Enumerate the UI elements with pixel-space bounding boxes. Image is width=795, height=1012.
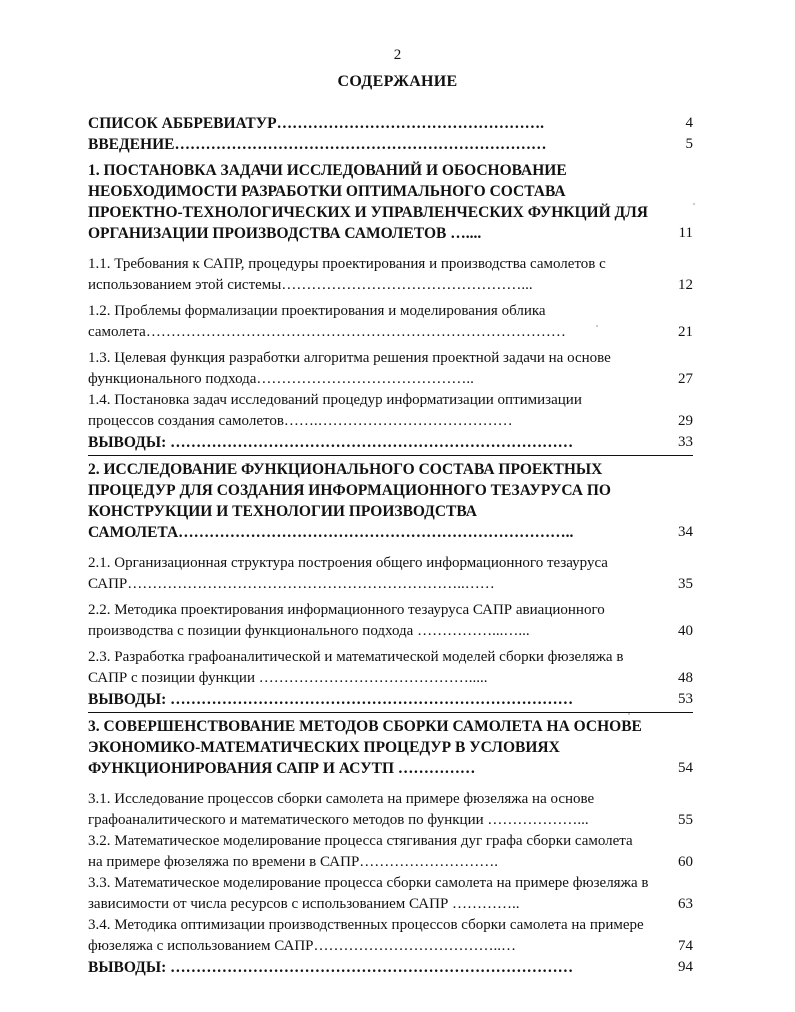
toc-entry-page: 21 <box>678 324 693 340</box>
toc-entry-abbreviations <box>88 113 693 134</box>
section-divider <box>88 712 693 713</box>
toc-entry-page: 40 <box>678 623 693 639</box>
table-of-contents <box>88 113 693 978</box>
toc-entry-1-4 <box>88 390 693 432</box>
toc-entry-3-4 <box>88 915 693 957</box>
toc-entry-text: 2. ИССЛЕДОВАНИЕ ФУНКЦИОНАЛЬНОГО СОСТАВА ПРОЕКТНЫХ ПРОЦЕДУР ДЛЯ СОЗДАНИЯ ИНФОРМАЦИОННОГО ТЕЗАУРУСА ПО КОНСТРУКЦИИ И ТЕХНОЛОГИИ ПРОИЗВОДСТВА САМОЛЕТА………………………………………………………………….. <box>88 461 611 541</box>
toc-entry-page: 54 <box>678 760 693 776</box>
toc-entry-text: 1.1. Требования к САПР, процедуры проектирования и производства самолетов с использованием этой системы…………………………………………... <box>88 256 606 293</box>
toc-entry-page: 5 <box>685 136 693 152</box>
toc-entry-2-2 <box>88 600 693 642</box>
toc-entry-text: 3.1. Исследование процессов сборки самолета на примере фюзеляжа на основе графоаналитического и математического методов по функции ………………... <box>88 791 595 828</box>
toc-entry-text: ВЫВОДЫ: …………………………………………………………………… <box>88 691 574 708</box>
toc-entry-text: 3. СОВЕРШЕНСТВОВАНИЕ МЕТОДОВ СБОРКИ САМОЛЕТА НА ОСНОВЕ ЭКОНОМИКО-МАТЕМАТИЧЕСКИХ ПРОЦЕДУР В УСЛОВИЯХ ФУНКЦИОНИРОВАНИЯ САПР И АСУТП …………… <box>88 718 642 777</box>
toc-entry-page: 74 <box>678 938 693 954</box>
toc-entry-page: 55 <box>678 812 693 828</box>
toc-entry-conclusions-2 <box>88 689 693 710</box>
toc-entry-text: 2.2. Методика проектирования информационного тезауруса САПР авиационного производства с позиции функционального подхода ……………...…... <box>88 602 605 639</box>
toc-entry-page: 94 <box>678 959 693 975</box>
toc-entry-page: 34 <box>678 524 693 540</box>
toc-entry-3-3 <box>88 873 693 915</box>
section-divider <box>88 455 693 456</box>
toc-entry-conclusions-3 <box>88 957 693 978</box>
toc-entry-text: 2.1. Организационная структура построения общего информационного тезауруса САПР…………………………………………………………..…… <box>88 555 608 592</box>
toc-entry-chapter-2 <box>88 459 693 543</box>
toc-entry-text: 1.2. Проблемы формализации проектирования и моделирования облика самолета………………………………………………………………………… <box>88 303 566 340</box>
toc-entry-3-1 <box>88 789 693 831</box>
toc-entry-text: 3.4. Методика оптимизации производственных процессов сборки самолета на примере фюзеляжа с использованием САПР………………………………..… <box>88 917 644 954</box>
toc-entry-page: 48 <box>678 670 693 686</box>
toc-entry-text: 1. ПОСТАНОВКА ЗАДАЧИ ИССЛЕДОВАНИЙ И ОБОСНОВАНИЕ НЕОБХОДИМОСТИ РАЗРАБОТКИ ОПТИМАЛЬНОГО СОСТАВА ПРОЕКТНО-ТЕХНОЛОГИЧЕСКИХ И УПРАВЛЕНЧЕСКИХ ФУНКЦИЙ ДЛЯ ОРГАНИЗАЦИИ ПРОИЗВОДСТВА САМОЛЕТОВ ….... <box>88 162 648 242</box>
toc-entry-text: 3.2. Математическое моделирование процесса стягивания дуг графа сборки самолета на примере фюзеляжа по времени в САПР………………………. <box>88 833 633 870</box>
toc-entry-page: 35 <box>678 576 693 592</box>
toc-entry-page: 27 <box>678 371 693 387</box>
toc-entry-chapter-3 <box>88 716 693 779</box>
toc-entry-page: 60 <box>678 854 693 870</box>
toc-entry-page: 12 <box>678 277 693 293</box>
toc-entry-page: 33 <box>678 434 693 450</box>
toc-entry-3-2 <box>88 831 693 873</box>
toc-entry-page: 29 <box>678 413 693 429</box>
toc-entry-1-1 <box>88 254 693 296</box>
toc-entry-1-3 <box>88 348 693 390</box>
toc-entry-2-3 <box>88 647 693 689</box>
toc-entry-text: 1.3. Целевая функция разработки алгоритма решения проектной задачи на основе функционального подхода…………………………………….. <box>88 350 611 387</box>
toc-entry-text: ВЫВОДЫ: …………………………………………………………………… <box>88 434 574 451</box>
scan-speck <box>596 325 598 327</box>
page-number: 2 <box>393 47 402 63</box>
toc-entry-page: 4 <box>685 115 693 131</box>
toc-entry-text: 1.4. Постановка задач исследований процедур информатизации оптимизации процессов создания самолетов…….………………………………… <box>88 392 582 429</box>
toc-entry-text: ВВЕДЕНИЕ……………………………………………………………… <box>88 136 547 153</box>
toc-entry-conclusions-1 <box>88 432 693 453</box>
scan-speck <box>628 713 630 715</box>
toc-entry-page: 53 <box>678 691 693 707</box>
toc-entry-text: СПИСОК АББРЕВИАТУР……………………………………………. <box>88 115 544 132</box>
toc-entry-chapter-1 <box>88 160 693 244</box>
toc-entry-page: 11 <box>678 225 693 241</box>
toc-entry-text: 2.3. Разработка графоаналитической и математической моделей сборки фюзеляжа в САПР с позиции функции ……………………………………..... <box>88 649 624 686</box>
toc-entry-text: 3.3. Математическое моделирование процесса сборки самолета на примере фюзеляжа в зависимости от числа ресурсов с использованием САПР ………….. <box>88 875 649 912</box>
toc-entry-introduction <box>88 134 693 155</box>
toc-entry-1-2 <box>88 301 693 343</box>
toc-entry-2-1 <box>88 553 693 595</box>
toc-title: СОДЕРЖАНИЕ <box>337 73 458 90</box>
scan-speck <box>693 203 695 205</box>
toc-entry-text: ВЫВОДЫ: …………………………………………………………………… <box>88 959 574 976</box>
toc-entry-page: 63 <box>678 896 693 912</box>
